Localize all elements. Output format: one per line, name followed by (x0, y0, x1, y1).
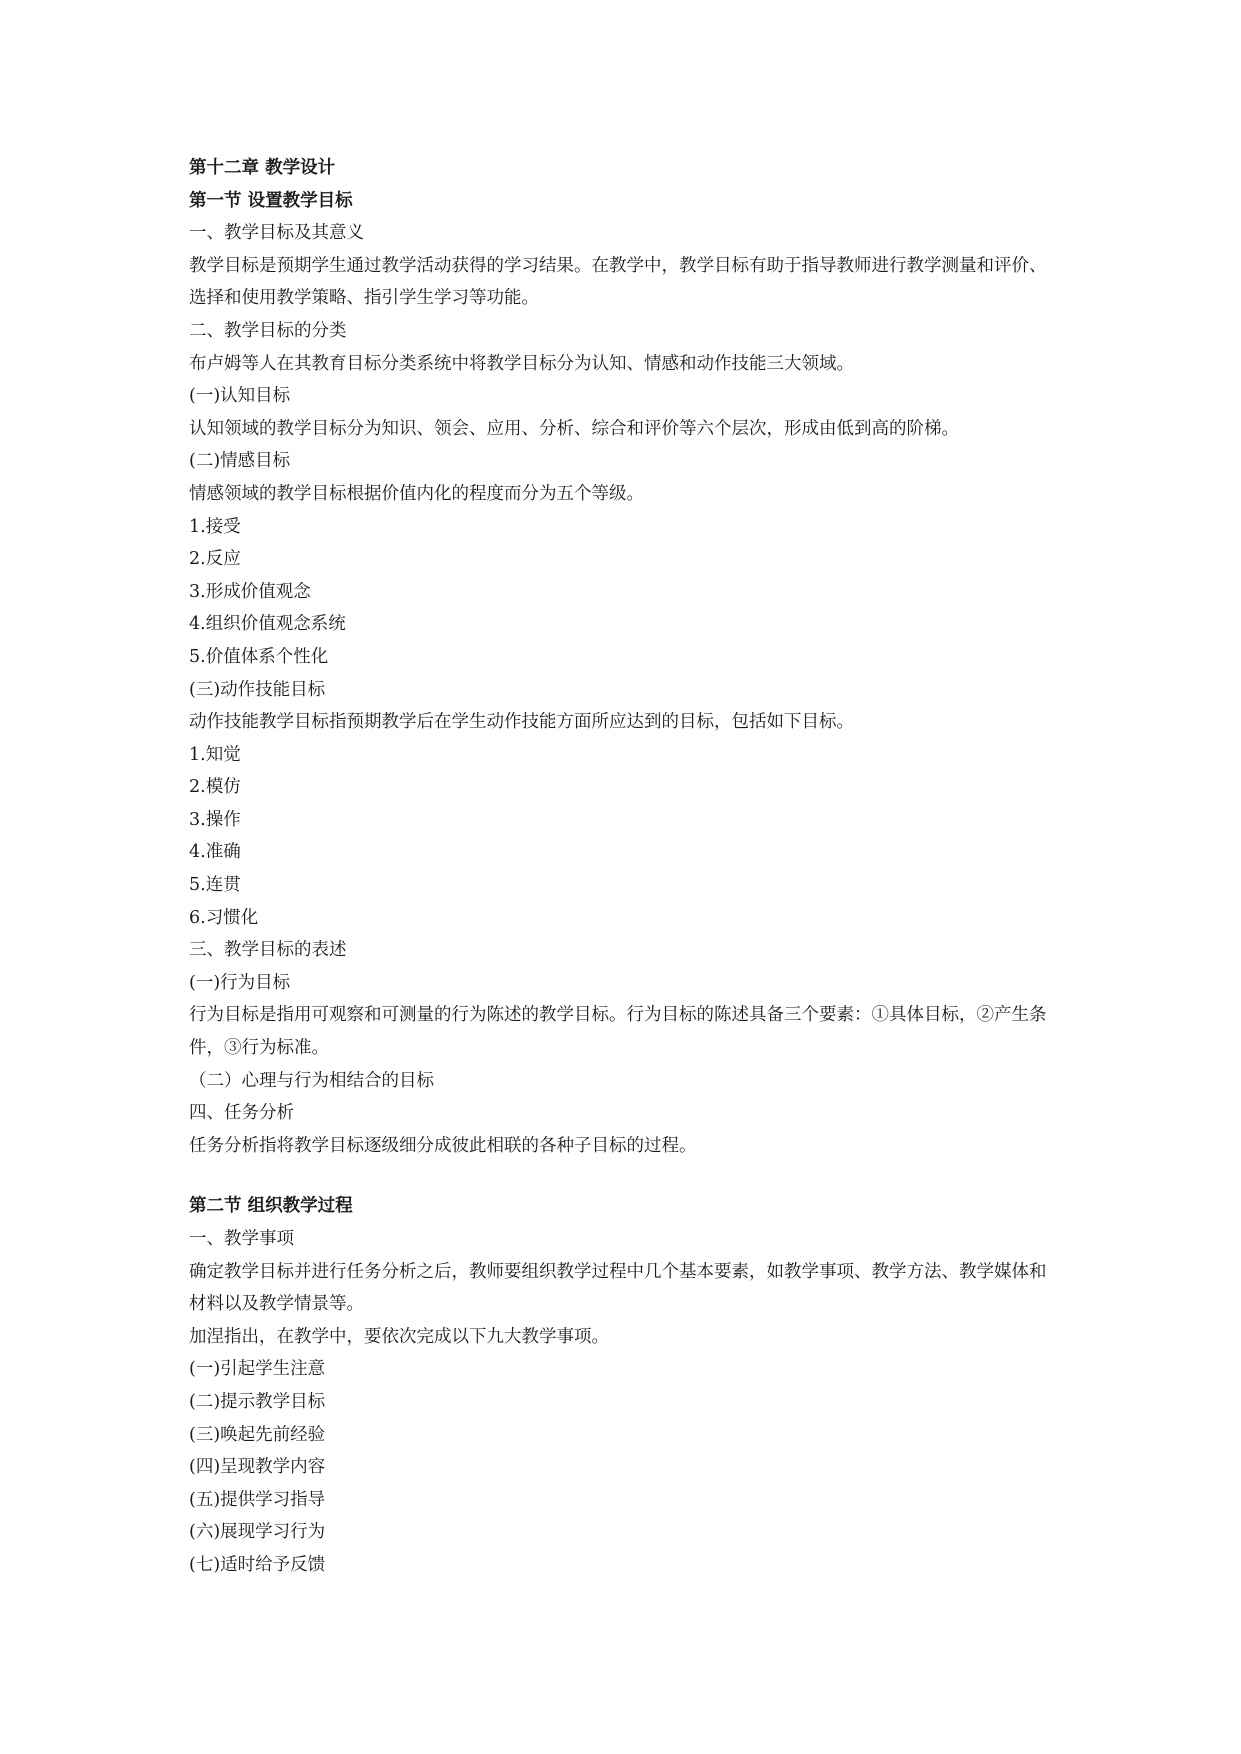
paragraph: 加涅指出，在教学中，要依次完成以下九大教学事项。 (189, 1326, 609, 1347)
section-title: 第一节 设置教学目标 (189, 190, 353, 211)
document-body (189, 152, 1059, 1582)
list-item: 4.组织价值观念系统 (189, 614, 346, 635)
subheading: (三)动作技能目标 (189, 679, 326, 700)
list-item: 2.模仿 (189, 777, 241, 798)
list-item: (四)呈现教学内容 (189, 1457, 326, 1478)
list-item: 3.形成价值观念 (189, 581, 311, 602)
paragraph: 情感领域的教学目标根据价值内化的程度而分为五个等级。 (189, 483, 644, 504)
subheading: (一)认知目标 (189, 386, 291, 407)
list-item: 5.价值体系个性化 (189, 646, 329, 667)
list-item: (三)唤起先前经验 (189, 1424, 326, 1445)
heading: 四、任务分析 (189, 1103, 294, 1124)
chapter-title: 第十二章 教学设计 (189, 158, 336, 178)
list-item: 1.接受 (189, 516, 241, 537)
paragraph: 行为目标是指用可观察和可测量的行为陈述的教学目标。行为目标的陈述具备三个要素：①具体目标，②产生条件，③行为标准。 (189, 1005, 1047, 1059)
paragraph: 教学目标是预期学生通过教学活动获得的学习结果。在教学中，教学目标有助于指导教师进行教学测量和评价、选择和使用教学策略、指引学生学习等功能。 (189, 255, 1047, 309)
list-item: 4.准确 (189, 842, 241, 863)
list-item: 2.反应 (189, 549, 241, 570)
section-gap (189, 1162, 1059, 1190)
section-title: 第二节 组织教学过程 (189, 1196, 353, 1217)
list-item: (五)提供学习指导 (189, 1489, 326, 1510)
subheading: (一)行为目标 (189, 972, 291, 993)
heading: 三、教学目标的表述 (189, 940, 347, 961)
list-item: 6.习惯化 (189, 907, 259, 928)
heading: 二、教学目标的分类 (189, 320, 347, 341)
list-item: (六)展现学习行为 (189, 1522, 326, 1543)
list-item: (二)提示教学目标 (189, 1391, 326, 1412)
list-item: (一)引起学生注意 (189, 1359, 326, 1380)
heading: 一、教学事项 (189, 1229, 294, 1249)
paragraph: 任务分析指将教学目标逐级细分成彼此相联的各种子目标的过程。 (189, 1135, 697, 1156)
heading: 一、教学目标及其意义 (189, 223, 364, 244)
paragraph: 动作技能教学目标指预期教学后在学生动作技能方面所应达到的目标，包括如下目标。 (189, 712, 854, 733)
paragraph: 布卢姆等人在其教育目标分类系统中将教学目标分为认知、情感和动作技能三大领域。 (189, 353, 854, 374)
list-item: (七)适时给予反馈 (189, 1554, 326, 1575)
list-item: 1.知觉 (189, 744, 241, 765)
paragraph: 认知领域的教学目标分为知识、领会、应用、分析、综合和评价等六个层次，形成由低到高的阶梯。 (189, 418, 959, 439)
subheading: （二）心理与行为相结合的目标 (189, 1070, 434, 1091)
paragraph: 确定教学目标并进行任务分析之后，教师要组织教学过程中几个基本要素，如教学事项、教学方法、教学媒体和材料以及教学情景等。 (189, 1261, 1047, 1315)
subheading: (二)情感目标 (189, 451, 291, 472)
list-item: 3.操作 (189, 809, 241, 830)
list-item: 5.连贯 (189, 875, 241, 896)
